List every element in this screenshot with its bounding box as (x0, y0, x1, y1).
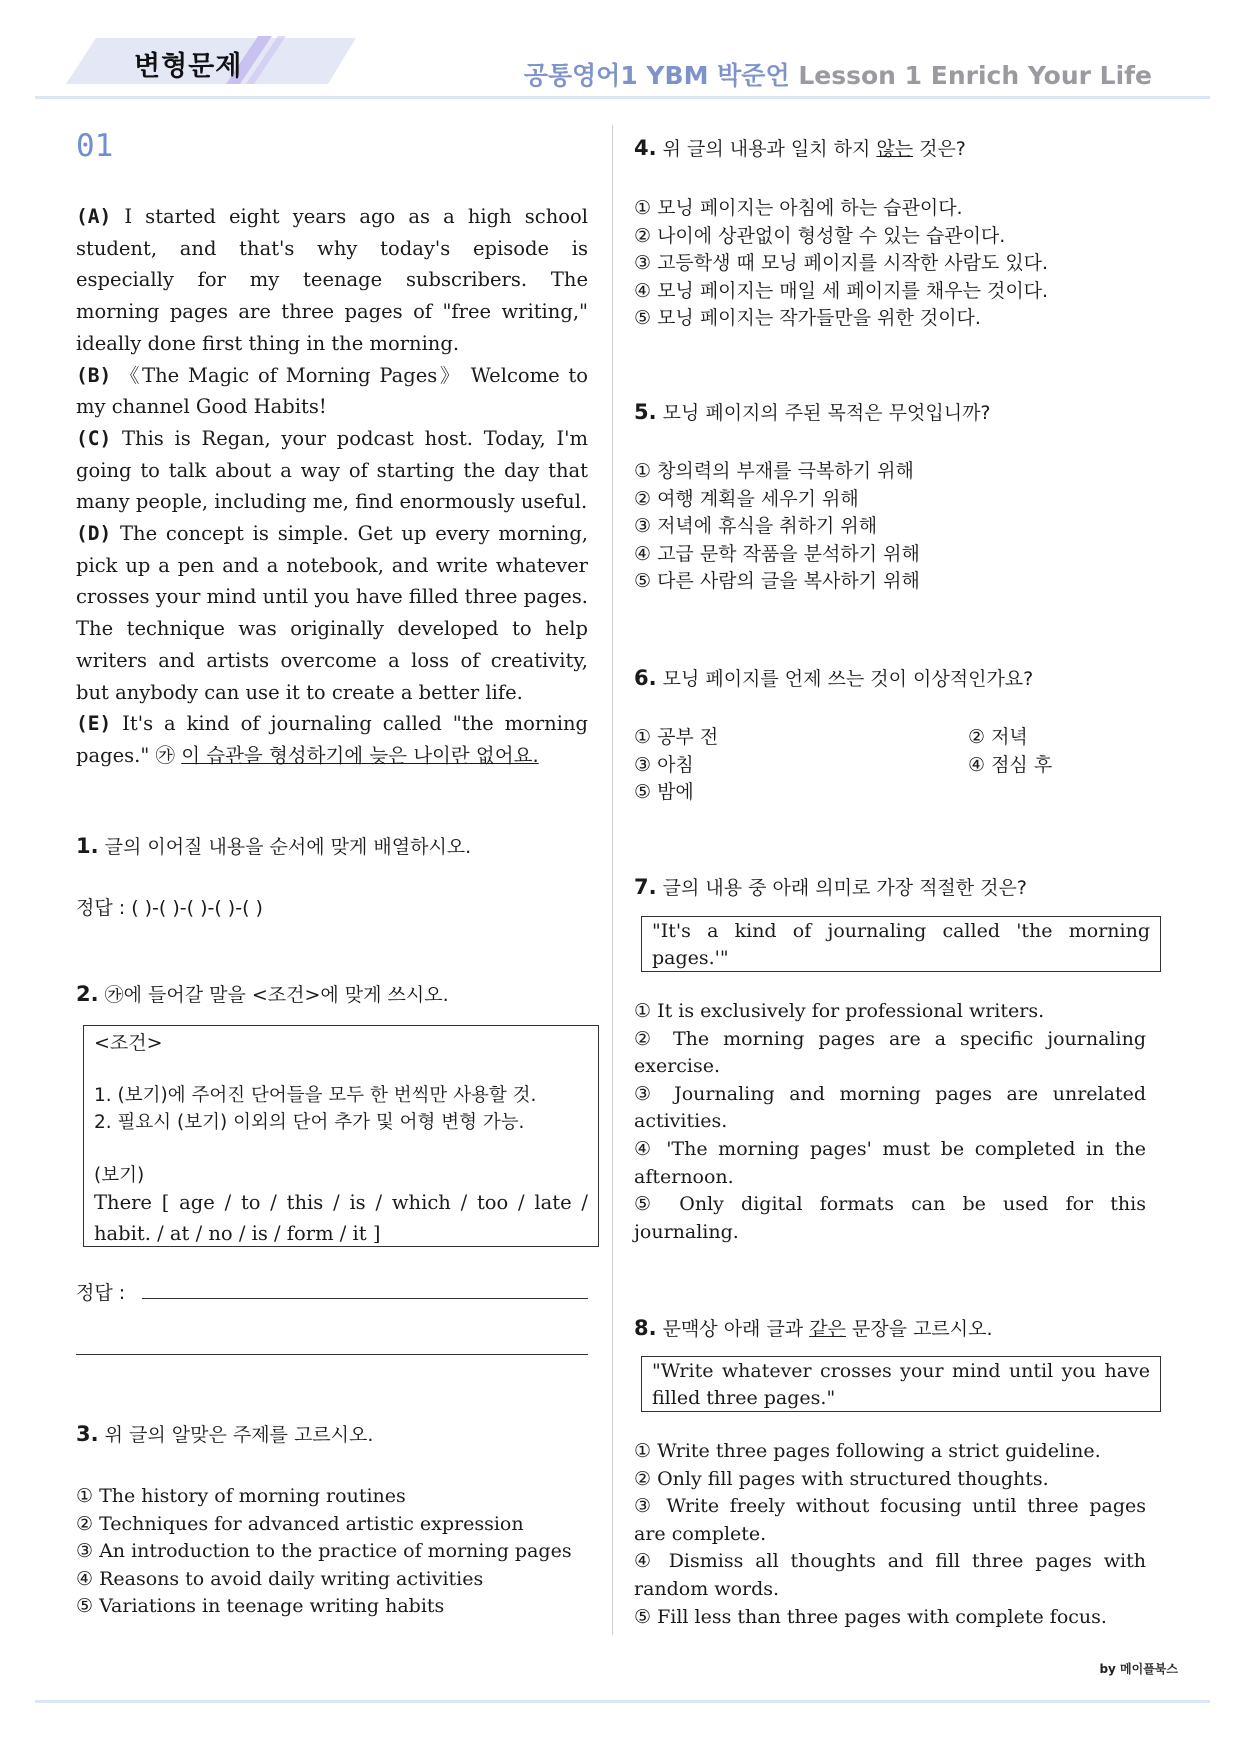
header-badge (66, 36, 356, 86)
question-6: 6. 모닝 페이지를 언제 쓰는 것이 이상적인가요? (634, 666, 1034, 690)
q7-quote-box (641, 916, 1161, 972)
q4-option[interactable]: ① 모닝 페이지는 아침에 하는 습관이다. (634, 197, 963, 219)
q8-quote: "Write whatever crosses your mind until you have filled three pages." (652, 1360, 1150, 1409)
q7-option[interactable]: ③ Journaling and morning pages are unrelated activities. (634, 1082, 1146, 1133)
q3-option[interactable]: ③ An introduction to the practice of morning pages (76, 1540, 572, 1563)
q2-answer-line-2[interactable] (76, 1354, 588, 1355)
question-7: 7. 글의 내용 중 아래 의미로 가장 적절한 것은? (634, 875, 1027, 899)
question-4: 4. 위 글의 내용과 일치 하지 않는 것은? (634, 136, 966, 160)
q3-option[interactable]: ① The history of morning routines (76, 1485, 406, 1507)
header-title (524, 56, 1152, 92)
q4-option[interactable]: ⑤ 모닝 페이지는 작가들만을 위한 것이다. (634, 307, 981, 330)
q2-answer-line-1[interactable] (142, 1298, 588, 1299)
header-rule (35, 96, 1210, 99)
q4-option[interactable]: ③ 고등학생 때 모닝 페이지를 시작한 사람도 있다. (634, 252, 1049, 275)
blank-target-sentence: 이 습관을 형성하기에 늦은 나이란 없어요. (181, 743, 539, 767)
condition-2: 2. 필요시 (보기) 이외의 단어 추가 및 어형 변형 가능. (94, 1112, 525, 1133)
q3-option[interactable]: ② Techniques for advanced artistic expression (76, 1512, 524, 1535)
q5-option[interactable]: ③ 저녁에 휴식을 취하기 위해 (634, 515, 878, 538)
q6-option[interactable]: ⑤ 밤에 (634, 781, 694, 804)
q6-option[interactable]: ② 저녁 (968, 726, 1028, 748)
passage-paragraph-b: (B) 《The Magic of Morning Pages》 Welcome to my channel Good Habits! (76, 363, 588, 419)
q8-option[interactable]: ① Write three pages following a strict guideline. (634, 1440, 1101, 1462)
q7-option[interactable]: ② The morning pages are a specific journaling exercise. (634, 1027, 1146, 1078)
q8-option[interactable]: ④ Dismiss all thoughts and fill three pages with random words. (634, 1550, 1146, 1600)
column-divider (612, 125, 613, 1635)
q8-option[interactable]: ③ Write freely without focusing until three pages are complete. (634, 1495, 1146, 1545)
q4-options (634, 195, 1048, 333)
bogi-word-bank: There [ age / to / this / is / which / too / late / habit. / at / no / is / form / it ] (94, 1191, 588, 1245)
question-1: 1. 글의 이어질 내용을 순서에 맞게 배열하시오. (76, 834, 472, 858)
q7-option[interactable]: ① It is exclusively for professional writers. (634, 1000, 1045, 1022)
q3-option[interactable]: ⑤ Variations in teenage writing habits (76, 1595, 445, 1618)
q8-option[interactable]: ⑤ Fill less than three pages with complete focus. (634, 1605, 1107, 1628)
footer-rule (35, 1700, 1210, 1703)
q8-options (634, 1438, 1146, 1631)
q6-option[interactable]: ① 공부 전 (634, 726, 719, 748)
question-8: 8. 문맥상 아래 글과 같은 문장을 고르시오. (634, 1316, 993, 1340)
q6-options-right (968, 724, 1052, 779)
condition-1: 1. (보기)에 주어진 단어들을 모두 한 번씩만 사용할 것. (94, 1085, 537, 1106)
q4-option[interactable]: ② 나이에 상관없이 형성할 수 있는 습관이다. (634, 224, 1006, 247)
q6-option[interactable]: ③ 아침 (634, 753, 694, 776)
question-3: 3. 위 글의 알맞은 주제를 고르시오. (76, 1422, 374, 1446)
footer-publisher: by 메이플북스 (1099, 1662, 1178, 1676)
q5-option[interactable]: ④ 고급 문학 작품을 분석하기 위해 (634, 542, 920, 565)
q3-option[interactable]: ④ Reasons to avoid daily writing activities (76, 1567, 484, 1590)
passage-paragraph-c: (C) This is Regan, your podcast host. Today, I'm going to talk about a way of starting the day that many people, including me, find enormously useful. (76, 426, 589, 514)
q5-option[interactable]: ① 창의력의 부재를 극복하기 위해 (634, 460, 914, 482)
question-2: 2. ㉮에 들어갈 말을 <조건>에 맞게 쓰시오. (76, 982, 449, 1006)
q6-option[interactable]: ④ 점심 후 (968, 753, 1053, 776)
q8-option[interactable]: ② Only fill pages with structured thoughts. (634, 1467, 1049, 1490)
reading-passage (76, 201, 588, 772)
q3-options (76, 1483, 596, 1621)
passage-paragraph-e: (E) It's a kind of journaling called "the morning pages." ㉮ 이 습관을 형성하기에 늦은 나이란 없어요. (76, 712, 588, 767)
header-title-lesson: Lesson 1 Enrich Your Life (798, 61, 1152, 90)
header-title-course: 공통영어1 YBM 박준언 (523, 61, 790, 90)
question-5: 5. 모닝 페이지의 주된 목적은 무엇입니까? (634, 400, 991, 424)
passage-paragraph-a: (A) I started eight years ago as a high school student, and that's why today's episode is especially for my teenage subscribers. The morning pages are three pages of "free writing," ideally done first thing in the morning. (76, 205, 588, 355)
q7-quote: "It's a kind of journaling called 'the morning pages.'" (652, 920, 1150, 969)
q1-answer-field[interactable]: 정답 : ( )-( )-( )-( )-( ) (76, 897, 263, 919)
badge-label: 변형문제 (134, 51, 243, 82)
q5-option[interactable]: ② 여행 계획을 세우기 위해 (634, 487, 859, 510)
conditions-title: <조건> (94, 1032, 163, 1054)
q4-option[interactable]: ④ 모닝 페이지는 매일 세 페이지를 채우는 것이다. (634, 279, 1049, 302)
q6-options-left (634, 724, 718, 807)
section-number: 01 (76, 128, 114, 164)
q7-option[interactable]: ④ 'The morning pages' must be completed in the afternoon. (634, 1137, 1146, 1188)
q7-option[interactable]: ⑤ Only digital formats can be used for this journaling. (634, 1193, 1146, 1243)
q5-options (634, 458, 920, 596)
bogi-title: (보기) (94, 1165, 145, 1186)
q8-quote-box (641, 1356, 1161, 1412)
q2-answer-label: 정답 : (76, 1282, 126, 1304)
passage-paragraph-d: (D) The concept is simple. Get up every morning, pick up a pen and a notebook, and write whatever crosses your mind until you have filled three pages. The technique was originally developed to help writers and artists overcome a loss of creativity, but anybody can use it to create a better life. (76, 522, 588, 704)
q7-options (634, 998, 1146, 1246)
conditions-box (83, 1025, 599, 1247)
q5-option[interactable]: ⑤ 다른 사람의 글을 복사하기 위해 (634, 570, 920, 593)
